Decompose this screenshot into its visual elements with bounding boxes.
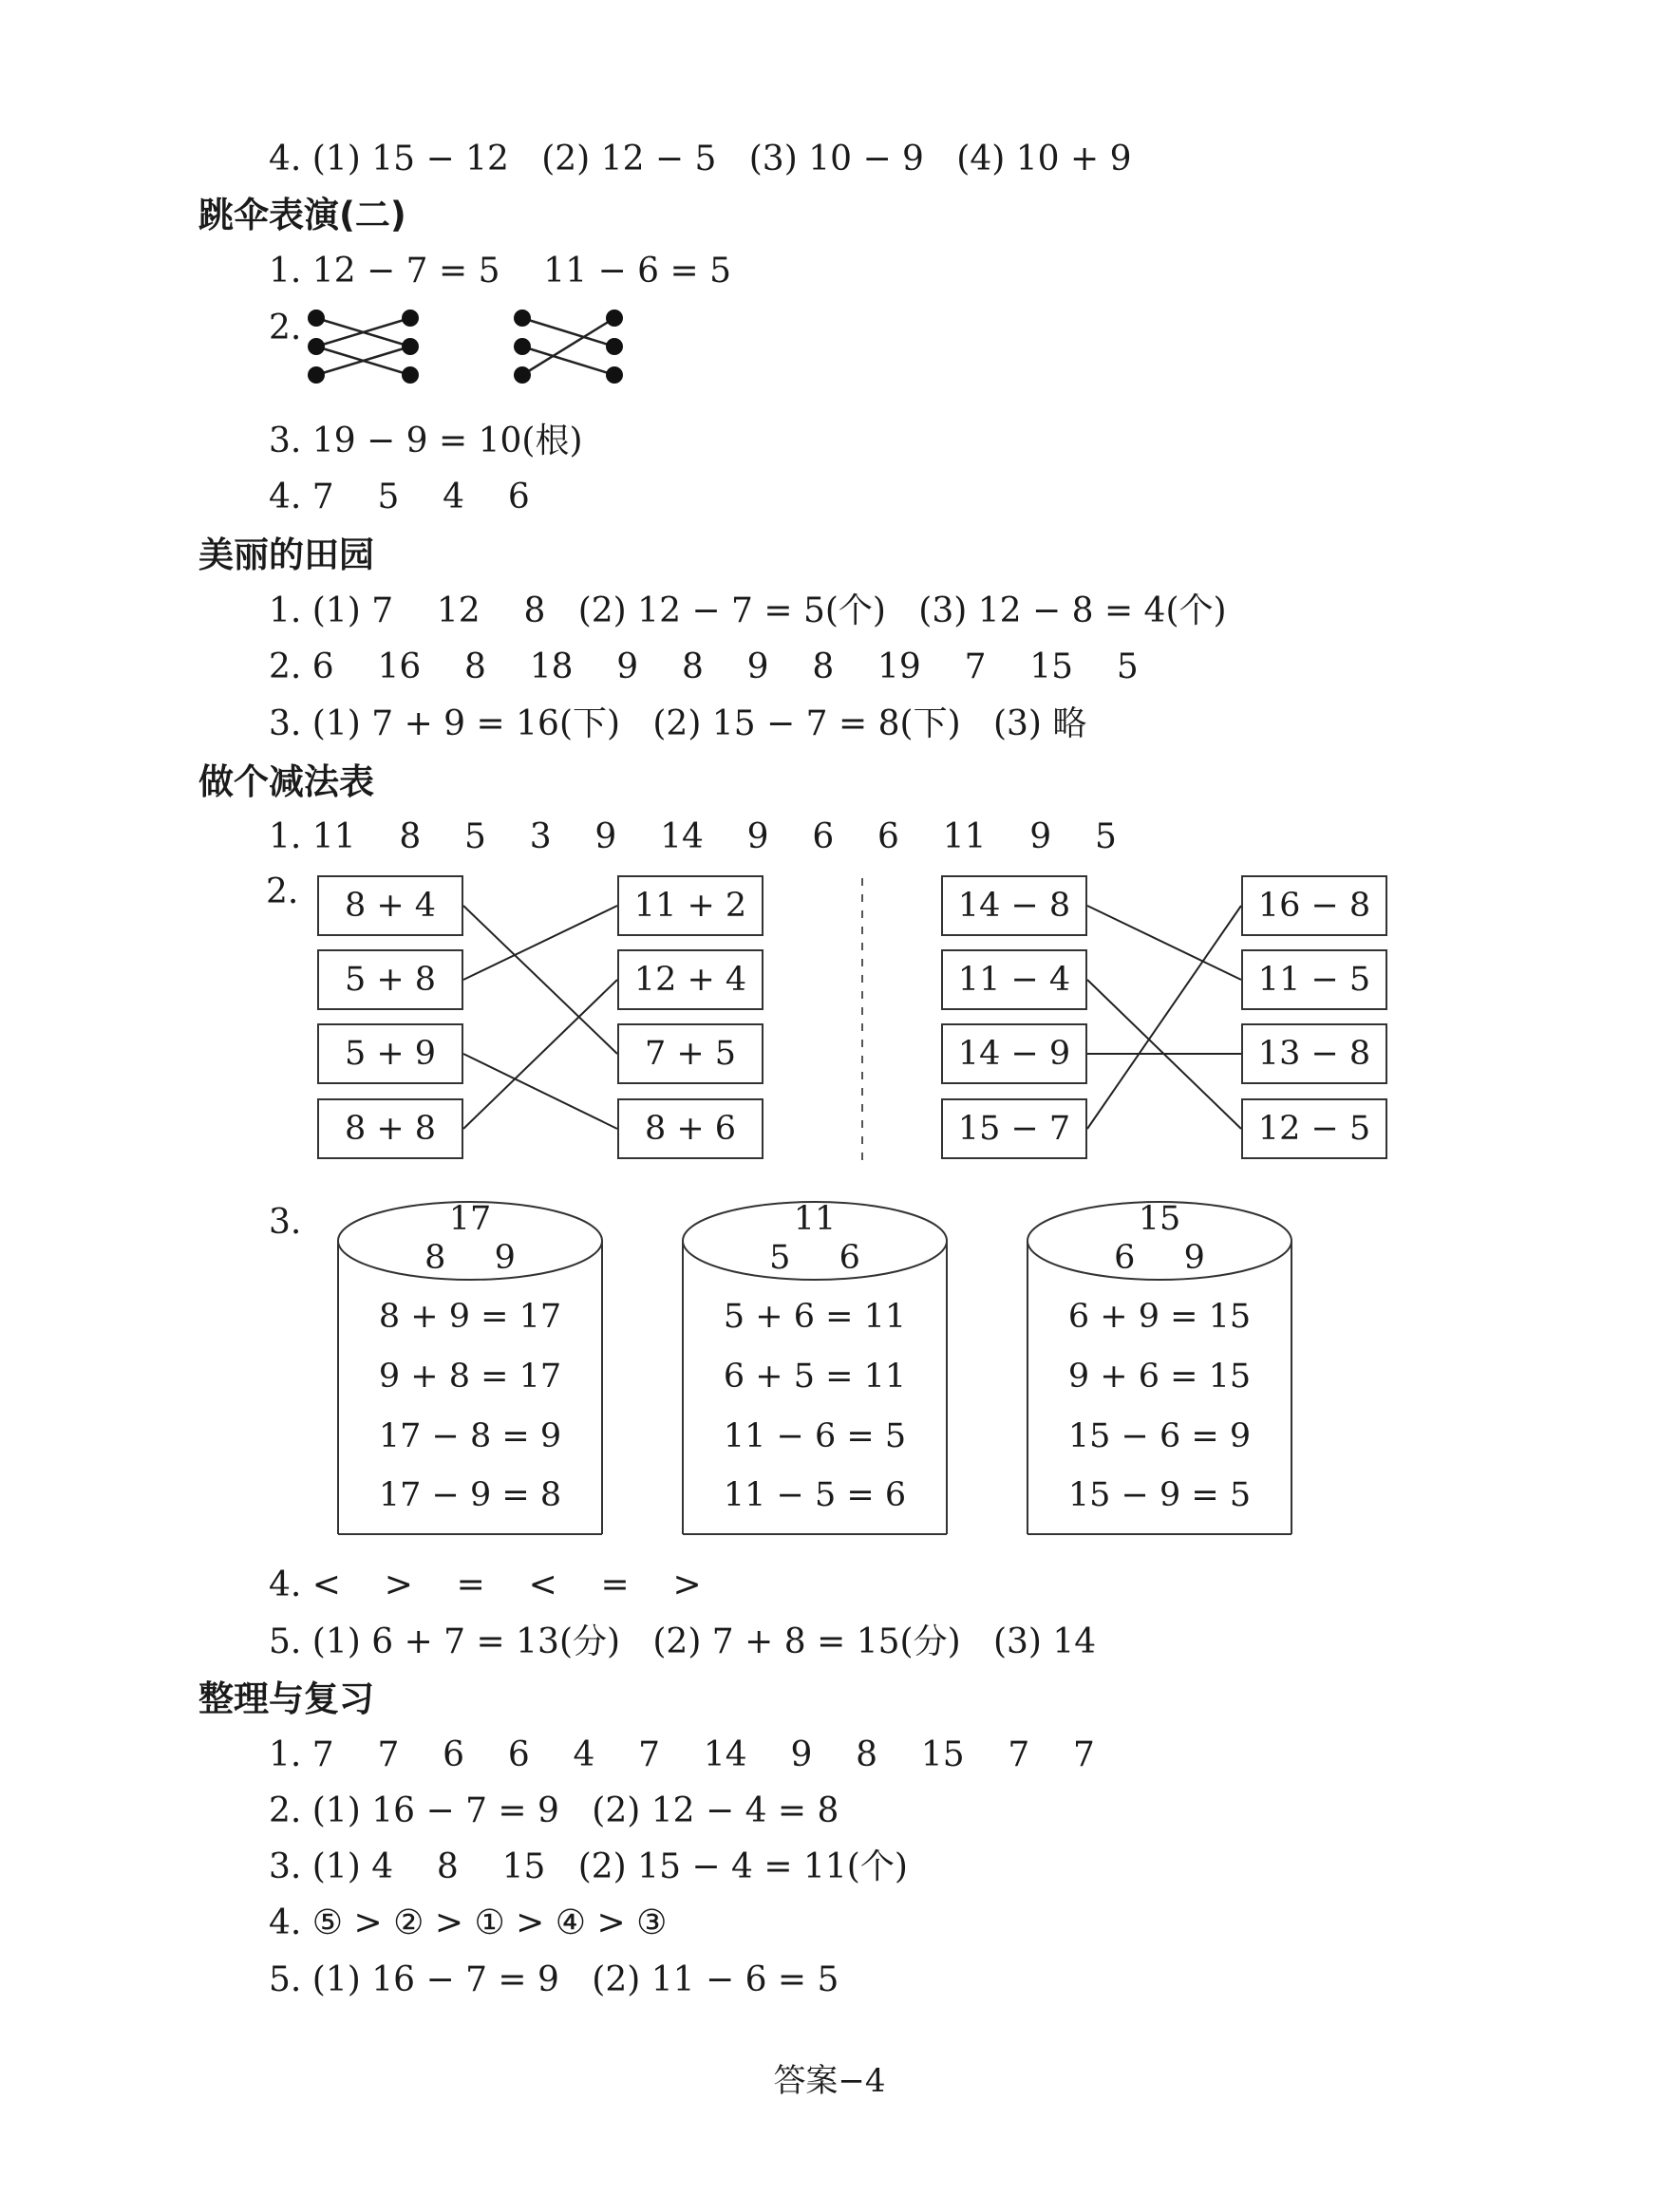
cylinder-1-eq-2: 9 + 8 = 17: [378, 1358, 562, 1396]
cylinder-2-eq-4: 11 − 5 = 6: [723, 1476, 907, 1514]
cylinder-1-eq-4: 17 − 9 = 8: [378, 1476, 562, 1514]
cylinder-2-total: 11: [793, 1200, 837, 1238]
s2-answer-2: 2. 6 16 8 18 9 8 9 8 19 7 15 5: [269, 647, 1139, 686]
s4-answer-1: 1. 7 7 6 6 4 7 14 9 8 15 7 7: [269, 1735, 1095, 1774]
s3-answer-2-label: 2.: [266, 872, 299, 911]
s4-answer-3: 3. (1) 4 8 15 (2) 15 − 4 = 11(个): [269, 1847, 908, 1886]
cylinder-1-eq-1: 8 + 9 = 17: [378, 1298, 562, 1336]
match-box-left-b-2: 12 + 4: [617, 949, 764, 1010]
match-box-left-b-1: 11 + 2: [617, 875, 764, 936]
s1-answer-1: 1. 12 − 7 = 5 11 − 6 = 5: [269, 252, 732, 291]
s3-answer-5: 5. (1) 6 + 7 = 13(分) (2) 7 + 8 = 15(分) (3) 14: [269, 1622, 1097, 1661]
match-box-right-a-2: 11 − 4: [941, 949, 1087, 1010]
s4-answer-2: 2. (1) 16 − 7 = 9 (2) 12 − 4 = 8: [269, 1791, 839, 1830]
cylinder-2-eq-1: 5 + 6 = 11: [723, 1298, 907, 1336]
cylinder-3-eq-4: 15 − 9 = 5: [1067, 1476, 1252, 1514]
cylinder-3-eq-1: 6 + 9 = 15: [1067, 1298, 1252, 1336]
cylinder-3-part-a: 6: [1114, 1239, 1136, 1277]
s2-answer-3: 3. (1) 7 + 9 = 16(下) (2) 15 − 7 = 8(下) (3) 略: [269, 704, 1087, 743]
s3-answer-4: 4. < > = < = >: [269, 1565, 702, 1604]
section-title-parachute: 跳伞表演(二): [198, 195, 406, 235]
page-number: 答案−4: [773, 2062, 886, 2100]
match-box-right-a-3: 14 − 9: [941, 1023, 1087, 1084]
section-title-review: 整理与复习: [198, 1678, 374, 1719]
cylinder-1-eq-3: 17 − 8 = 9: [378, 1417, 562, 1455]
cylinder-2-part-a: 5: [769, 1239, 791, 1277]
s2-answer-1: 1. (1) 7 12 8 (2) 12 − 7 = 5(个) (3) 12 − 8 = 4(个): [269, 591, 1227, 630]
s3-answer-1: 1. 11 8 5 3 9 14 9 6 6 11 9 5: [269, 817, 1117, 856]
s1-answer-4: 4. 7 5 4 6: [269, 478, 530, 516]
match-box-left-a-4: 8 + 8: [317, 1098, 463, 1159]
match-box-right-a-4: 15 − 7: [941, 1098, 1087, 1159]
match-box-right-b-2: 11 − 5: [1241, 949, 1387, 1010]
cylinder-2-part-b: 6: [839, 1239, 860, 1277]
s4-answer-4: 4. ⑤ > ② > ① > ④ > ③: [269, 1903, 668, 1942]
cylinder-1-part-a: 8: [424, 1239, 446, 1277]
s4-answer-5: 5. (1) 16 − 7 = 9 (2) 11 − 6 = 5: [269, 1960, 839, 1999]
answer-line-prev-4: 4. (1) 15 − 12 (2) 12 − 5 (3) 10 − 9 (4) 10 + 9: [269, 140, 1132, 178]
match-box-right-b-4: 12 − 5: [1241, 1098, 1387, 1159]
cylinder-1-part-b: 9: [494, 1239, 516, 1277]
section-title-field: 美丽的田园: [198, 534, 374, 575]
cylinder-2-eq-3: 11 − 6 = 5: [723, 1417, 907, 1455]
cylinder-3-eq-3: 15 − 6 = 9: [1067, 1417, 1252, 1455]
cylinder-3-total: 15: [1138, 1200, 1181, 1238]
s1-answer-2-label: 2.: [269, 309, 302, 347]
match-box-right-b-1: 16 − 8: [1241, 875, 1387, 936]
cylinder-1-total: 17: [448, 1200, 492, 1238]
cylinder-2-eq-2: 6 + 5 = 11: [723, 1358, 907, 1396]
cylinder-3-eq-2: 9 + 6 = 15: [1067, 1358, 1252, 1396]
s1-answer-3: 3. 19 − 9 = 10(根): [269, 422, 583, 460]
section-title-subtraction-table: 做个减法表: [198, 761, 374, 802]
cylinder-3: [1027, 1198, 1292, 1535]
s3-answer-3-label: 3.: [269, 1203, 302, 1242]
match-box-left-b-4: 8 + 6: [617, 1098, 764, 1159]
match-box-left-a-3: 5 + 9: [317, 1023, 463, 1084]
cylinder-1: [337, 1198, 603, 1535]
match-box-left-a-2: 5 + 8: [317, 949, 463, 1010]
match-box-right-a-1: 14 − 8: [941, 875, 1087, 936]
cylinder-2: [682, 1198, 948, 1535]
match-box-left-a-1: 8 + 4: [317, 875, 463, 936]
match-box-left-b-3: 7 + 5: [617, 1023, 764, 1084]
match-box-right-b-3: 13 − 8: [1241, 1023, 1387, 1084]
cylinder-3-part-b: 9: [1183, 1239, 1205, 1277]
